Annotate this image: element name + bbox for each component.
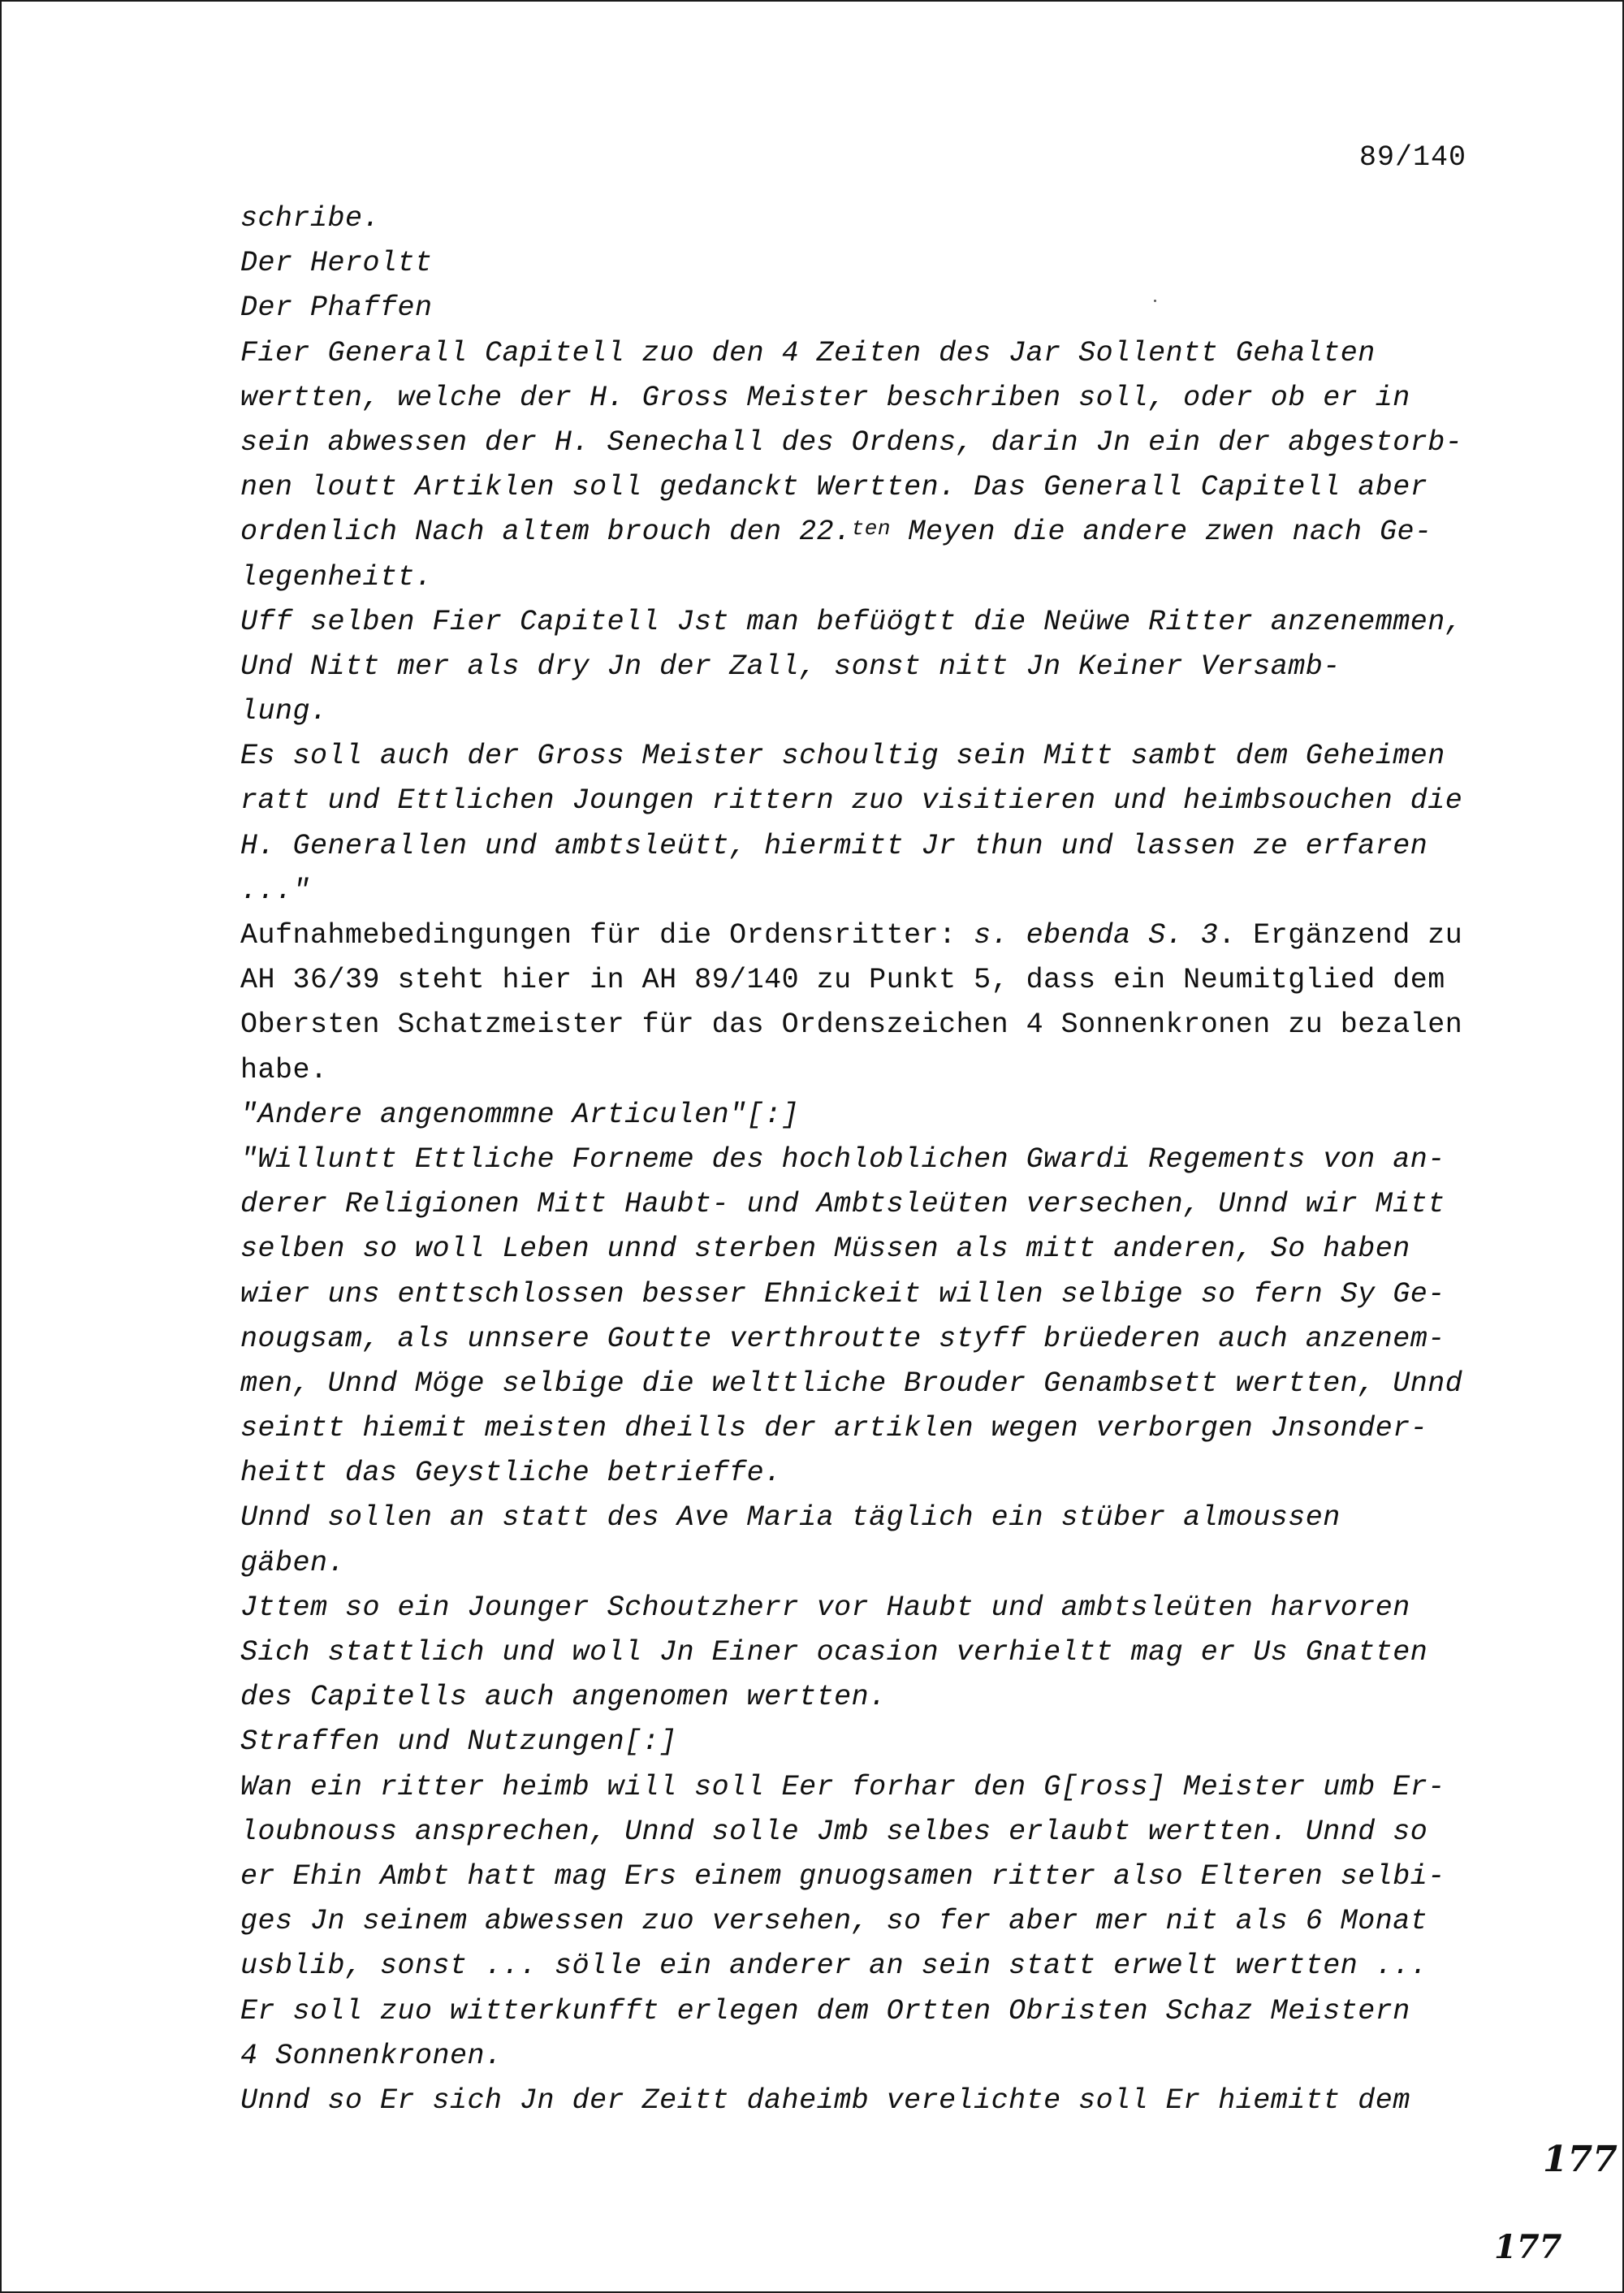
- text-line: ges Jn seinem abwessen zuo versehen, so fer aber mer nit als 6 Monat: [240, 1905, 1428, 1938]
- text-line: Uff selben Fier Capitell Jst man befüögtt die Neüwe Ritter anzenemmen,: [240, 605, 1463, 638]
- text-segment: ordenlich Nach altem brouch den 22.: [240, 516, 852, 549]
- text-line-superscript: [240, 510, 1507, 555]
- text-line: Wan ein ritter heimb will soll Eer forhar den G[ross] Meister umb Er-: [240, 1770, 1445, 1803]
- text-line: Der Heroltt: [240, 247, 433, 280]
- text-line: ...": [240, 874, 311, 907]
- text-line: gäben.: [240, 1546, 346, 1579]
- handwritten-folio-number: 177: [1543, 2139, 1618, 2180]
- text-line: schribe.: [240, 202, 381, 235]
- text-line: Unnd sollen an statt des Ave Maria täglich ein stüber almoussen: [240, 1501, 1341, 1535]
- text-line: legenheitt.: [240, 560, 433, 594]
- text-line: wier uns enttschlossen besser Ehnickeit willen selbige so fern Sy Ge-: [240, 1277, 1445, 1311]
- text-line: ratt und Ettlichen Joungen rittern zuo visitieren und heimbsouchen die: [240, 784, 1463, 818]
- text-line: Der Phaffen: [240, 291, 433, 325]
- text-line: men, Unnd Möge selbige die welttliche Brouder Genambsett wertten, Unnd: [240, 1367, 1463, 1400]
- text-line: lung.: [240, 695, 328, 728]
- text-line: derer Religionen Mitt Haubt- und Ambtsleüten versechen, Unnd wir Mitt: [240, 1188, 1445, 1221]
- text-line: Und Nitt mer als dry Jn der Zall, sonst nitt Jn Keiner Versamb-: [240, 650, 1341, 683]
- text-line: des Capitells auch angenomen wertten.: [240, 1681, 887, 1714]
- text-line: Es soll auch der Gross Meister schoultig sein Mitt sambt dem Geheimen: [240, 740, 1445, 773]
- text-line: 4 Sonnenkronen.: [240, 2039, 503, 2072]
- text-line: nen loutt Artiklen soll gedanckt Wertten. Das Generall Capitell aber: [240, 471, 1428, 504]
- text-line: sein abwessen der H. Senechall des Ordens, darin Jn ein der abgestorb-: [240, 425, 1463, 459]
- document-body: [240, 196, 1507, 2123]
- text-segment: Aufnahmebedingungen für die Ordensritter:: [240, 919, 974, 952]
- text-line: nougsam, als unnsere Goutte verthroutte styff brüederen auch anzenem-: [240, 1322, 1445, 1355]
- text-line: Straffen und Nutzungen[:]: [240, 1725, 677, 1759]
- text-segment: . Ergänzend zu: [1218, 919, 1463, 952]
- text-line: loubnouss ansprechen, Unnd solle Jmb selbes erlaubt wertten. Unnd so: [240, 1815, 1428, 1848]
- text-line: "Andere angenommne Articulen"[:]: [240, 1098, 800, 1131]
- text-line: Jttem so ein Jounger Schoutzherr vor Haubt und ambtsleüten harvoren: [240, 1591, 1410, 1624]
- superscript-ten: ten: [851, 516, 891, 542]
- page-number: 89/140: [1359, 141, 1467, 174]
- text-line-mixed: [240, 913, 1507, 958]
- text-line: wertten, welche der H. Gross Meister beschriben soll, oder ob er in: [240, 381, 1410, 414]
- text-line: Fier Generall Capitell zuo den 4 Zeiten des Jar Sollentt Gehalten: [240, 336, 1376, 369]
- text-line: Obersten Schatzmeister für das Ordenszeichen 4 Sonnenkronen zu bezalen: [240, 1008, 1463, 1042]
- text-line: seintt hiemit meisten dheills der artiklen wegen verborgen Jnsonder-: [240, 1412, 1428, 1445]
- text-line: Er soll zuo witterkunfft erlegen dem Ortten Obristen Schaz Meistern: [240, 1994, 1410, 2027]
- text-line: usblib, sonst ... sölle ein anderer an sein statt erwelt wertten ...: [240, 1950, 1428, 1983]
- text-line: H. Generallen und ambtsleütt, hiermitt Jr thun und lassen ze erfaren: [240, 829, 1428, 862]
- citation-reference: s. ebenda S. 3: [974, 919, 1219, 952]
- text-line: Sich stattlich und woll Jn Einer ocasion verhieltt mag er Us Gnatten: [240, 1636, 1428, 1669]
- text-line: er Ehin Ambt hatt mag Ers einem gnuogsamen ritter also Elteren selbi-: [240, 1859, 1445, 1893]
- text-segment: Meyen die andere zwen nach Ge-: [890, 516, 1432, 549]
- text-line: AH 36/39 steht hier in AH 89/140 zu Punkt 5, dass ein Neumitglied dem: [240, 964, 1445, 997]
- text-line: heitt das Geystliche betrieffe.: [240, 1457, 782, 1490]
- text-line: selben so woll Leben unnd sterben Müssen als mitt anderen, So haben: [240, 1233, 1410, 1266]
- handwritten-folio-number-secondary: 177: [1494, 2228, 1562, 2266]
- text-line: "Willuntt Ettliche Forneme des hochloblichen Gwardi Regements von an-: [240, 1142, 1445, 1176]
- text-line: habe.: [240, 1053, 328, 1086]
- text-line: Unnd so Er sich Jn der Zeitt daheimb verelichte soll Er hiemitt dem: [240, 2084, 1410, 2117]
